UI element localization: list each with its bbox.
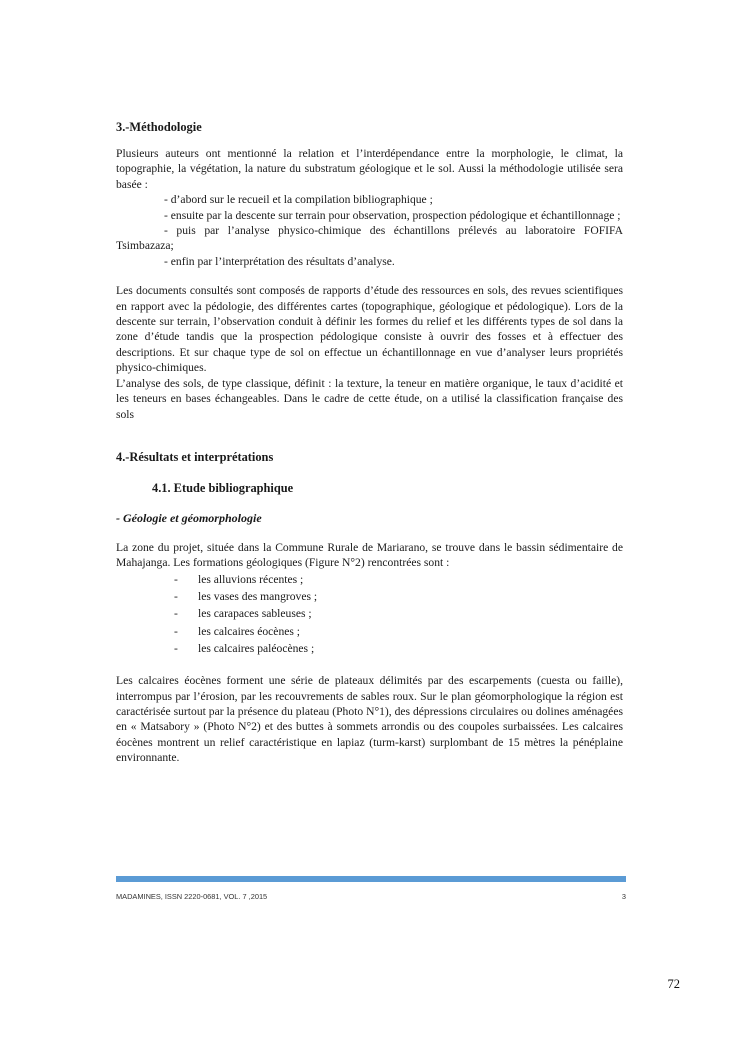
list-item: - les carapaces sableuses ; <box>174 605 623 622</box>
methodology-intro: Plusieurs auteurs ont mentionné la relation et l’interdépendance entre la morphologie, le climat, la topographie, la végétation, la nature du substratum géologique et le sol. Aussi la méthodologie utilisée sera basée : <box>116 147 623 191</box>
bullet-dash: - <box>174 607 178 621</box>
bullet-dash: - <box>174 624 178 638</box>
subsection-4-1-heading: 4.1. Etude bibliographique <box>152 480 294 495</box>
bullet-dash: - <box>174 590 178 604</box>
footer-rule <box>116 876 626 882</box>
journal-footer <box>116 892 626 901</box>
journal-citation: MADAMINES, ISSN 2220-0681, VOL. 7 ,2015 <box>116 892 268 901</box>
formations-list <box>116 571 623 657</box>
limestone-paragraph: Les calcaires éocènes forment une série de plateaux délimités par des escarpements (cuesta ou faille), interrompus par l’érosion, par les recouvrements de sables roux. Sur le plan géomorphologique la région est caractérisée surtout par la présence du plateau (Photo N°1), des dépressions circulaires ou dolines aménagées en « Matsabory » (Photo N°2) et des buttes à sommets arrondis ou des coupoles surbaissées. Les calcaires éocènes montrent un relief caractéristique en lapiaz (turm-karst) surplombant de 15 mètres la pénéplaine environnante. <box>116 674 623 765</box>
list-item: - les alluvions récentes ; <box>174 571 623 588</box>
bullet-dash: - <box>174 572 178 586</box>
method-step-2: - ensuite par la descente sur terrain pour observation, prospection pédologique et échantillonnage ; <box>164 208 621 222</box>
project-zone-paragraph: La zone du projet, située dans la Commune Rurale de Mariarano, se trouve dans le bassin sédimentaire de Mahajanga. Les formations géologiques (Figure N°2) rencontrées sont : <box>116 540 623 570</box>
documents-paragraph: Les documents consultés sont composés de rapports d’étude des ressources en sols, des revues scientifiques en rapport avec la pédologie, des différentes cartes (topographique, géologique et pédologique). Lors de la descente sur terrain, l’observation conduit à définir les formes du relief et les différents types de sol dans la zone d’étude tandis que la prospection pédologique consiste à ouvrir des fosses et à effectuer des descriptions. Et sur chaque type de sol on effectue un échantillonnage en vue d’analyser leurs propriétés physico-chimiques. <box>116 284 623 375</box>
section-3-heading: 3.-Méthodologie <box>116 120 202 134</box>
method-step-4: - enfin par l’interprétation des résultats d’analyse. <box>164 254 395 268</box>
list-item: - les vases des mangroves ; <box>174 588 623 605</box>
soil-analysis-paragraph: L’analyse des sols, de type classique, définit : la texture, la teneur en matière organique, le taux d’acidité et les teneurs en bases échangeables. Dans le cadre de cette étude, on a utilisé la classification française des sols <box>116 376 623 421</box>
bullet-dash: - <box>174 641 178 655</box>
page-number: 72 <box>667 977 680 991</box>
list-item: - les calcaires éocènes ; <box>174 623 623 640</box>
method-step-1: - d’abord sur le recueil et la compilation bibliographique ; <box>164 193 433 207</box>
section-4-heading: 4.-Résultats et interprétations <box>116 449 274 464</box>
geology-heading: - Géologie et géomorphologie <box>116 510 262 525</box>
journal-page-number: 3 <box>621 892 626 901</box>
page-content <box>116 119 623 766</box>
method-step-3: - puis par l’analyse physico-chimique des échantillons prélevés au laboratoire FOFIFA Tsimbazaza; <box>116 224 623 253</box>
list-item: - les calcaires paléocènes ; <box>174 640 623 657</box>
